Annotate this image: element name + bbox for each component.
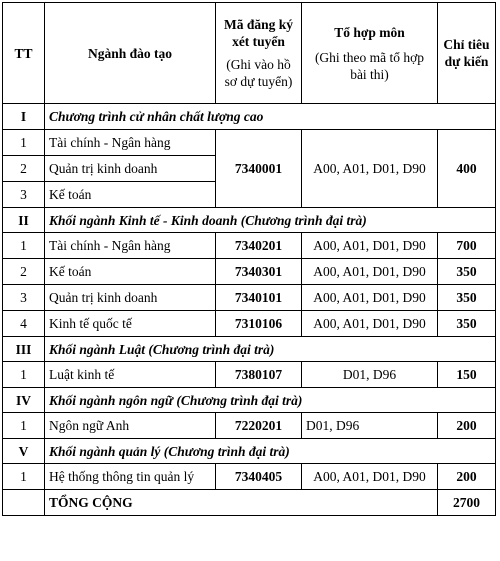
major-code: 7340301	[216, 259, 302, 285]
section-row	[3, 337, 496, 362]
major-code: 7340001	[216, 130, 302, 208]
row-number: 1	[3, 233, 45, 259]
quota: 200	[438, 413, 496, 439]
major-code: 7310106	[216, 311, 302, 337]
subject-combo: A00, A01, D01, D90	[302, 130, 438, 208]
table-row	[3, 233, 496, 259]
major-name: Ngôn ngữ Anh	[45, 413, 216, 439]
row-number: 1	[3, 362, 45, 388]
section-row	[3, 104, 496, 130]
table-row	[3, 130, 496, 156]
row-number: 2	[3, 259, 45, 285]
row-number: 3	[3, 285, 45, 311]
section-title: Khối ngành ngôn ngữ (Chương trình đại trà)	[45, 388, 496, 413]
row-number: 1	[3, 464, 45, 490]
total-label: TỔNG CỘNG	[45, 490, 438, 516]
subject-combo: A00, A01, D01, D90	[302, 259, 438, 285]
subject-combo: A00, A01, D01, D90	[302, 285, 438, 311]
table-row	[3, 464, 496, 490]
major-name: Quản trị kinh doanh	[45, 285, 216, 311]
total-row	[3, 490, 496, 516]
quota: 200	[438, 464, 496, 490]
quota: 350	[438, 259, 496, 285]
section-number: I	[3, 104, 45, 130]
major-name: Tài chính - Ngân hàng	[45, 130, 216, 156]
section-number: III	[3, 337, 45, 362]
subject-combo: D01, D96	[302, 413, 438, 439]
section-number: V	[3, 439, 45, 464]
header-code-line2: xét tuyển	[232, 34, 285, 49]
major-name: Tài chính - Ngân hàng	[45, 233, 216, 259]
section-title: Chương trình cử nhân chất lượng cao	[45, 104, 496, 130]
subject-combo: D01, D96	[302, 362, 438, 388]
table-row	[3, 413, 496, 439]
header-combo-note: (Ghi theo mã tổ hợp bài thi)	[314, 49, 425, 82]
table-row	[3, 311, 496, 337]
section-row	[3, 208, 496, 233]
total-empty-cell	[3, 490, 45, 516]
quota: 350	[438, 285, 496, 311]
section-row	[3, 439, 496, 464]
total-value: 2700	[438, 490, 496, 516]
section-number: II	[3, 208, 45, 233]
major-name: Kế toán	[45, 259, 216, 285]
subject-combo: A00, A01, D01, D90	[302, 311, 438, 337]
major-code: 7380107	[216, 362, 302, 388]
header-combo	[302, 3, 438, 104]
major-code: 7220201	[216, 413, 302, 439]
section-number: IV	[3, 388, 45, 413]
quota: 150	[438, 362, 496, 388]
major-name: Quản trị kinh doanh	[45, 156, 216, 182]
table-row	[3, 362, 496, 388]
header-code-note: (Ghi vào hồ sơ dự tuyển)	[224, 57, 293, 89]
table-row	[3, 259, 496, 285]
header-code	[216, 3, 302, 104]
table-row	[3, 285, 496, 311]
row-number: 3	[3, 182, 45, 208]
row-number: 4	[3, 311, 45, 337]
row-number: 1	[3, 413, 45, 439]
major-name: Kinh tế quốc tế	[45, 311, 216, 337]
major-code: 7340405	[216, 464, 302, 490]
section-row	[3, 388, 496, 413]
subject-combo: A00, A01, D01, D90	[302, 233, 438, 259]
section-title: Khối ngành quản lý (Chương trình đại trà)	[45, 439, 496, 464]
major-name: Luật kinh tế	[45, 362, 216, 388]
header-tt: TT	[3, 3, 45, 104]
quota: 400	[438, 130, 496, 208]
major-name: Hệ thống thông tin quản lý	[45, 464, 216, 490]
major-code: 7340201	[216, 233, 302, 259]
header-quota: Chỉ tiêu dự kiến	[438, 3, 496, 104]
row-number: 2	[3, 156, 45, 182]
major-name: Kế toán	[45, 182, 216, 208]
quota: 350	[438, 311, 496, 337]
header-code-line1: Mã đăng ký	[223, 17, 294, 32]
header-combo-line1: Tổ hợp môn	[334, 24, 405, 40]
major-code: 7340101	[216, 285, 302, 311]
section-title: Khối ngành Kinh tế - Kinh doanh (Chương trình đại trà)	[45, 208, 496, 233]
quota: 700	[438, 233, 496, 259]
subject-combo: A00, A01, D01, D90	[302, 464, 438, 490]
section-title: Khối ngành Luật (Chương trình đại trà)	[45, 337, 496, 362]
header-row	[3, 3, 496, 104]
header-major: Ngành đào tạo	[45, 3, 216, 104]
admission-table	[2, 2, 496, 516]
row-number: 1	[3, 130, 45, 156]
